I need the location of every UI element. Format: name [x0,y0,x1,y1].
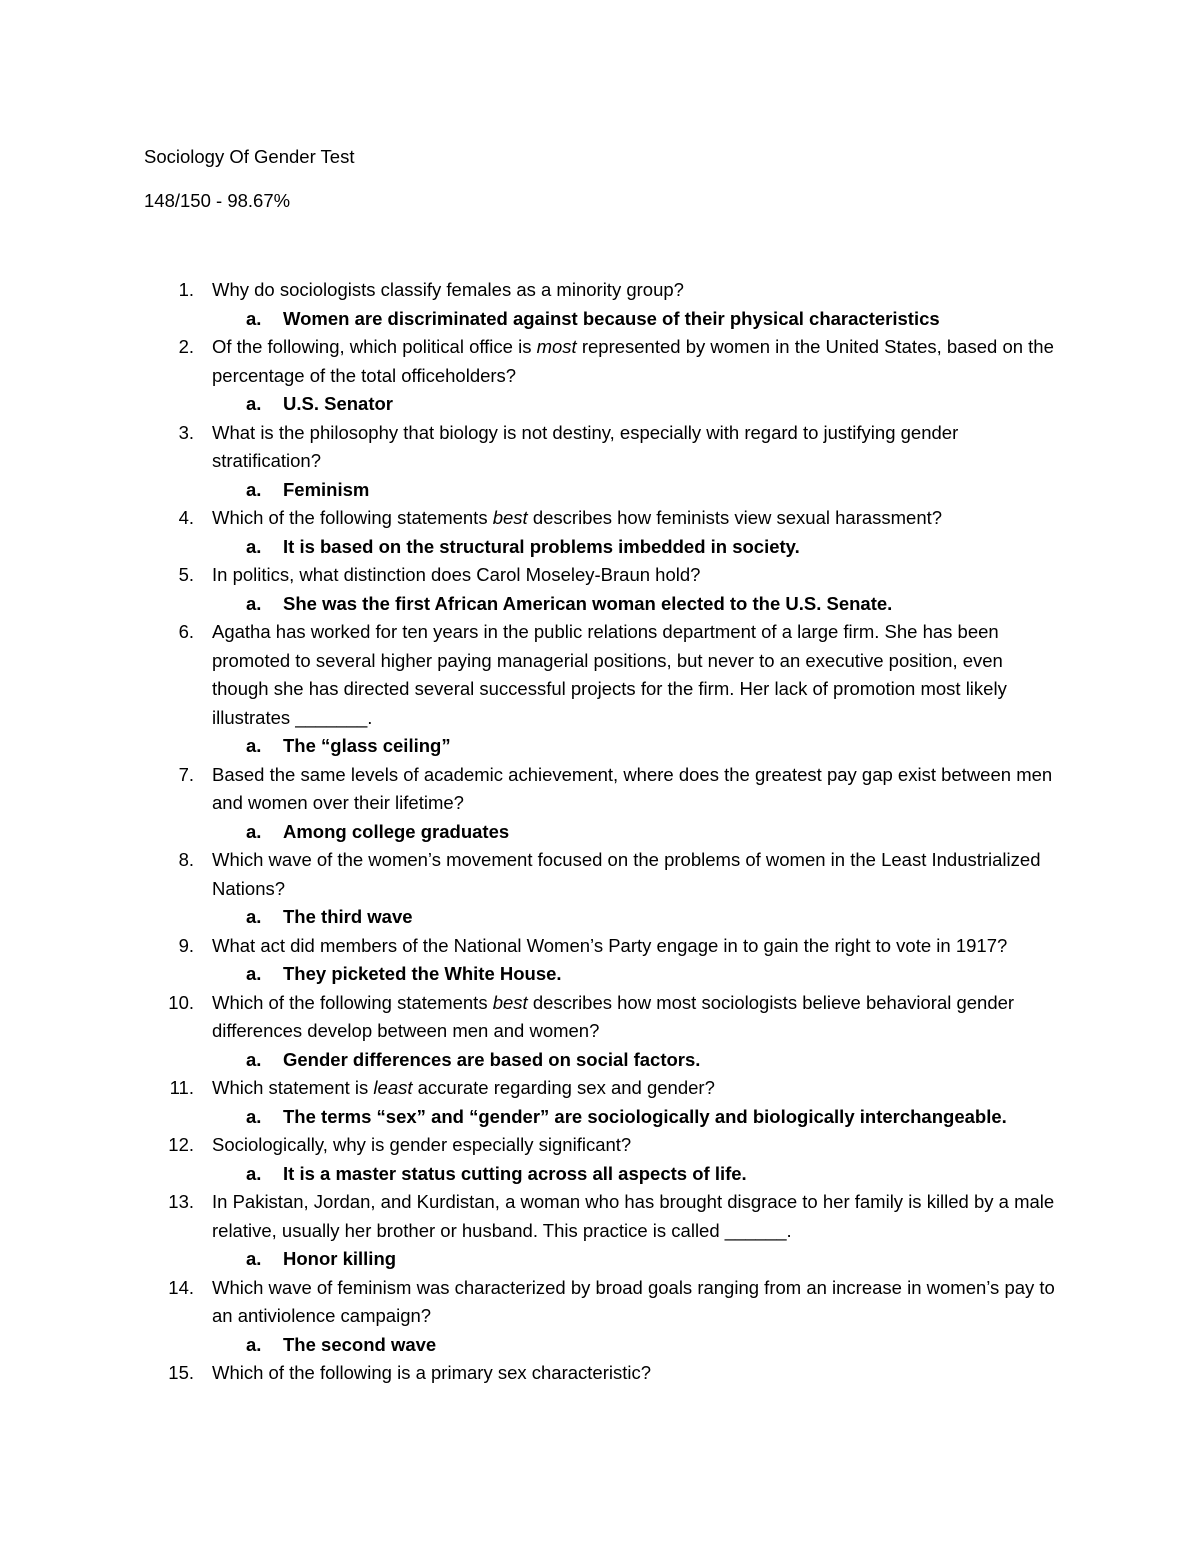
answer-label: a. [246,307,262,329]
answer-item [144,390,1064,419]
question-number: 2. [178,336,194,357]
question-number: 3. [178,421,194,443]
answer-label: a. [246,592,262,614]
question-item [144,276,1064,305]
answer-item [144,903,1064,932]
question-item [144,618,1064,732]
answer-text: The second wave [283,1333,437,1355]
question-emphasis: best [492,991,528,1013]
question-number: 1. [178,279,194,300]
question-emphasis: best [492,507,528,528]
answer-item [144,1245,1064,1274]
question-item [144,1188,1064,1245]
answer-text: U.S. Senator [283,393,393,414]
question-item [144,504,1064,533]
question-text: What is the philosophy that biology is not destiny, especially with regard to justifying gender stratification? [212,421,959,471]
question-text-continued: describes how most sociologists believe behavioral gender differences develop between men and women? [212,991,1015,1041]
question-number: 7. [178,763,194,785]
score-line: 148/150 - 98.67% [144,190,291,211]
question-text: Which of the following statements [212,507,493,528]
answer-label: a. [246,1048,262,1070]
answer-label: a. [246,906,262,927]
question-text: Based the same levels of academic achievement, where does the greatest pay gap exist between men and women over their lifetime? [212,763,1053,813]
question-item [144,1131,1064,1160]
answer-text: They picketed the White House. [283,963,562,984]
answer-text: It is based on the structural problems imbedded in society. [283,535,800,557]
answer-text: Gender differences are based on social factors. [283,1048,701,1070]
answer-label: a. [246,1248,262,1269]
question-number: 14. [168,1276,194,1298]
question-text-continued: describes how feminists view sexual harassment? [527,507,943,528]
answer-label: a. [246,820,262,842]
answer-item [144,960,1064,989]
question-item [144,419,1064,476]
answer-label: a. [246,963,262,984]
question-text: Which wave of the women’s movement focused on the problems of women in the Least Industrialized Nations? [212,849,1041,899]
answer-label: a. [246,1162,262,1184]
question-number: 11. [169,1077,194,1098]
question-number: 4. [178,507,194,528]
question-number: 8. [178,849,194,870]
answer-label: a. [246,1333,262,1355]
question-emphasis: least [373,1077,413,1098]
answer-label: a. [246,478,262,500]
answer-item [144,1046,1064,1075]
answer-text: The “glass ceiling” [283,735,451,756]
answer-text: Feminism [283,478,370,500]
question-text: Which statement is [212,1077,374,1098]
answer-text: The terms “sex” and “gender” are sociologically and biologically interchangeable. [283,1105,1007,1127]
question-text-continued: represented by women in the United States, based on the percentage of the total officeholders? [212,336,1054,386]
question-number: 12. [168,1134,194,1155]
question-number: 6. [178,621,194,642]
question-text-continued: accurate regarding sex and gender? [412,1077,715,1098]
question-text: Which of the following is a primary sex characteristic? [212,1362,652,1383]
question-item [144,333,1064,390]
question-number: 9. [178,934,194,956]
question-number: 5. [178,564,194,585]
question-item [144,1359,1064,1388]
question-text: Which wave of feminism was characterized by broad goals ranging from an increase in women’s pay to an antiviolence campaign? [212,1276,1055,1326]
answer-item [144,305,1064,334]
question-text: In Pakistan, Jordan, and Kurdistan, a woman who has brought disgrace to her family is killed by a male relative, usually her brother or husband. This practice is called ______. [212,1191,1055,1241]
question-item [144,932,1064,961]
answer-text: It is a master status cutting across all aspects of life. [283,1162,747,1184]
answer-item [144,1160,1064,1189]
answer-item [144,533,1064,562]
answer-label: a. [246,393,262,414]
answer-text: Honor killing [283,1248,397,1269]
answer-text: Among college graduates [283,820,510,842]
question-text: Sociologically, why is gender especially significant? [212,1134,632,1155]
answer-text: The third wave [283,906,413,927]
document-title: Sociology Of Gender Test [144,146,355,167]
answer-item [144,1331,1064,1360]
question-text: What act did members of the National Women’s Party engage in to gain the right to vote in 1917? [212,934,1008,956]
answer-item [144,1103,1064,1132]
question-text: Agatha has worked for ten years in the public relations department of a large firm. She has been promoted to several higher paying managerial positions, but never to an executive position, even though she has directed several successful projects for the firm. Her lack of promotion most likely illustrates _______. [212,621,1007,728]
answer-item [144,590,1064,619]
question-item [144,1074,1064,1103]
answer-item [144,476,1064,505]
question-item [144,846,1064,903]
question-text: Which of the following statements [212,991,493,1013]
answer-text: She was the first African American woman elected to the U.S. Senate. [283,592,893,614]
question-item [144,989,1064,1046]
question-text: In politics, what distinction does Carol Moseley-Braun hold? [212,564,701,585]
question-number: 13. [168,1191,194,1212]
question-number: 10. [168,991,194,1013]
answer-item [144,732,1064,761]
question-list [144,276,1064,1388]
answer-label: a. [246,735,262,756]
answer-label: a. [246,1105,262,1127]
question-number: 15. [168,1362,194,1383]
question-text: Of the following, which political office is [212,336,537,357]
question-item [144,1274,1064,1331]
question-emphasis: most [536,336,577,357]
answer-text: Women are discriminated against because of their physical characteristics [283,307,940,329]
question-item [144,561,1064,590]
answer-label: a. [246,535,262,557]
question-text: Why do sociologists classify females as a minority group? [212,279,684,300]
answer-item [144,818,1064,847]
question-item [144,761,1064,818]
